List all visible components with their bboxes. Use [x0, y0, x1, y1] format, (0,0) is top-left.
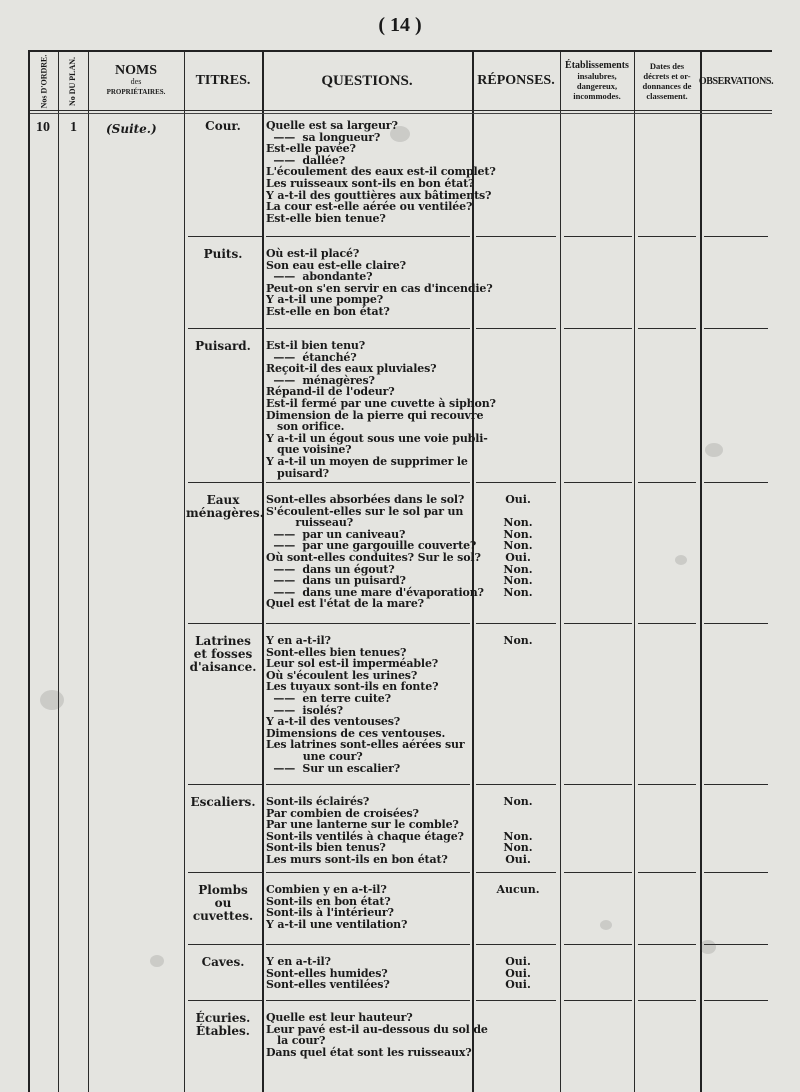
section-rule [564, 623, 632, 624]
question-item: Sont-ils bien tenus? [266, 841, 386, 855]
titre-line: Latrines [195, 634, 251, 648]
section-rule [266, 944, 470, 945]
column-rule [560, 52, 561, 1092]
question-item: Y en a-t-il? [266, 634, 331, 647]
question-item: Est-elle bien tenue? [266, 211, 386, 225]
section-rule [476, 1000, 556, 1001]
section-rule [704, 236, 768, 237]
section-rule [564, 1000, 632, 1001]
section-rule [188, 784, 262, 785]
answer-item [478, 716, 558, 728]
question-item: Dans quel état sont les ruisseaux? [266, 1045, 472, 1059]
question-item: —— par une gargouille couverte? [266, 539, 477, 553]
question-item: puisard? [266, 466, 329, 480]
question-item: Les latrines sont-elles aérées sur [266, 738, 465, 752]
question-item: —— dans une mare d'évaporation? [266, 585, 484, 599]
question-list [266, 956, 474, 991]
question-list [266, 796, 474, 866]
question-item: —— par un caniveau? [266, 527, 406, 541]
header-etablissements: Établissements insalubres, dangereux, incommodes. [565, 60, 629, 101]
question-item: —— abondante? [266, 270, 373, 284]
section-rule [266, 1000, 470, 1001]
section-rule [564, 872, 632, 873]
header-observations: OBSERVATIONS. [698, 75, 774, 87]
section-rule [188, 944, 262, 945]
entry-no-plan: 1 [70, 120, 77, 135]
answer-item: Non. [503, 829, 533, 843]
answer-list [478, 494, 558, 610]
question-item: Leur sol est-il imperméable? [266, 657, 439, 671]
header-no-plan: No DU PLAN. [68, 56, 78, 106]
question-item: Par combien de croisées? [266, 806, 419, 820]
paper-stain [150, 955, 164, 967]
answer-item [478, 763, 558, 775]
question-item: Est-elle pavée? [266, 142, 356, 156]
question-item: —— ménagères? [266, 373, 375, 387]
answer-item: Aucun. [496, 883, 540, 896]
header-no-ordre: Nos D'ORDRE. [39, 54, 49, 108]
question-item: Les tuyaux sont-ils en fonte? [266, 680, 439, 694]
question-item: Les murs sont-ils en bon état? [266, 852, 448, 866]
answer-item: Oui. [505, 966, 531, 980]
section-rule [266, 482, 470, 483]
section-titre [186, 493, 264, 520]
section-rule [704, 482, 768, 483]
answer-item: Non. [503, 516, 533, 530]
titre-line: et fosses [193, 647, 253, 661]
question-item: —— dans un égout? [266, 562, 395, 576]
answer-list [478, 635, 558, 774]
question-item: Par une lanterne sur le comble? [266, 818, 459, 832]
answer-item: Oui. [505, 550, 531, 564]
section-rule [564, 482, 632, 483]
section-rule [638, 236, 696, 237]
question-item: S'écoulent-elles sur le sol par un [266, 504, 464, 518]
paper-stain [600, 920, 612, 930]
section-rule [476, 482, 556, 483]
section-rule [188, 1000, 262, 1001]
section-rule [266, 328, 470, 329]
question-item: Quel est l'état de la mare? [266, 597, 424, 611]
section-rule [188, 482, 262, 483]
section-rule [704, 784, 768, 785]
section-rule [704, 328, 768, 329]
question-item: L'écoulement des eaux est-il complet? [266, 165, 496, 179]
question-item: —— en terre cuite? [266, 691, 391, 705]
question-item: Sont-ils à l'intérieur? [266, 906, 394, 920]
question-item: la cour? [266, 1034, 326, 1048]
section-rule [564, 236, 632, 237]
titre-line: ménagères. [186, 506, 264, 520]
question-list [266, 119, 496, 225]
titre-line: Eaux [206, 493, 240, 507]
header-rule [30, 113, 772, 114]
section-rule [564, 944, 632, 945]
question-item: Reçoit-il des eaux pluviales? [266, 362, 437, 376]
question-item: —— étanché? [266, 350, 357, 364]
entry-nom: (Suite.) [106, 122, 157, 136]
question-item: —— Sur un escalier? [266, 761, 401, 775]
answer-item: Non. [503, 562, 533, 576]
answer-item: Non. [503, 574, 533, 588]
question-item: Sont-ils éclairés? [266, 795, 370, 808]
question-item: Y en a-t-il? [266, 955, 331, 968]
column-rule [700, 52, 702, 1092]
answer-item [478, 919, 558, 931]
question-item: Est-il fermé par une cuvette à siphon? [266, 396, 496, 410]
question-item: Combien y en a-t-il? [266, 883, 387, 896]
question-item: Sont-ils ventilés à chaque étage? [266, 829, 464, 843]
question-item: Sont-elles ventilées? [266, 978, 390, 992]
paper-stain [40, 690, 64, 710]
answer-item: Oui. [505, 978, 531, 992]
answer-item: Non. [503, 585, 533, 599]
question-item: Sont-elles absorbées dans le sol? [266, 493, 465, 506]
titre-line: Caves. [201, 955, 245, 969]
question-item: —— sa longueur? [266, 130, 381, 144]
section-rule [638, 328, 696, 329]
paper-stain [390, 126, 410, 142]
column-rule [88, 52, 89, 1092]
column-rule [58, 52, 59, 1092]
question-list [266, 339, 496, 480]
question-item: Leur pavé est-il au-dessous du sol de [266, 1022, 488, 1036]
section-rule [188, 872, 262, 873]
section-rule [638, 944, 696, 945]
question-item: Y a-t-il une ventilation? [266, 917, 408, 931]
question-list [266, 635, 474, 774]
section-titre [186, 248, 260, 261]
section-titre [186, 956, 260, 969]
header-titres: TITRES. [195, 73, 251, 88]
section-titre [186, 1012, 260, 1038]
question-item: son orifice. [266, 420, 345, 434]
question-item: Dimensions de ces ventouses. [266, 726, 446, 740]
header-noms: NOMS des PROPRIÉTAIRES. [106, 62, 166, 96]
answer-list [478, 956, 558, 991]
question-item: Sont-ils en bon état? [266, 894, 391, 908]
titre-line: Étables. [196, 1024, 250, 1038]
titre-line: Escaliers. [190, 795, 256, 809]
section-rule [704, 1000, 768, 1001]
answer-item: Non. [503, 634, 533, 647]
titre-line: Puisard. [195, 339, 251, 353]
section-rule [564, 784, 632, 785]
column-rule [184, 52, 185, 1092]
question-item: Y a-t-il des gouttières aux bâtiments? [266, 188, 492, 202]
paper-stain [700, 940, 716, 954]
question-item: —— dallée? [266, 153, 345, 167]
answer-item: Oui. [505, 955, 531, 968]
question-item: Où sont-elles conduites? Sur le sol? [266, 550, 481, 564]
titre-line: Plombs [198, 883, 248, 897]
titre-line: Puits. [203, 247, 243, 261]
question-item: Sont-elles bien tenues? [266, 645, 407, 659]
question-item: Y a-t-il une pompe? [266, 293, 383, 307]
question-item: Dimension de la pierre qui recouvre [266, 408, 484, 422]
section-rule [266, 872, 470, 873]
answer-item: Non. [503, 841, 533, 855]
answer-item [478, 598, 558, 610]
inspection-ledger [28, 50, 772, 1092]
question-list [266, 493, 484, 611]
section-rule [188, 236, 262, 237]
answer-item: Non. [503, 795, 533, 808]
column-rule [262, 52, 264, 1092]
answer-item: Non. [503, 539, 533, 553]
answer-item: Oui. [505, 493, 531, 506]
question-item: Sont-elles humides? [266, 966, 388, 980]
section-rule [638, 1000, 696, 1001]
question-item: Répand-il de l'odeur? [266, 385, 395, 399]
section-rule [638, 784, 696, 785]
section-rule [266, 236, 470, 237]
titre-line: Cour. [205, 119, 241, 133]
section-rule [476, 623, 556, 624]
titre-line: d'aisance. [189, 660, 257, 674]
titre-line: ou [214, 896, 232, 910]
header-reponses: RÉPONSES. [477, 73, 555, 88]
question-item: Quelle est sa largeur? [266, 119, 398, 132]
section-rule [476, 944, 556, 945]
header-rule [30, 110, 772, 111]
question-item: Y a-t-il un moyen de supprimer le [266, 454, 468, 468]
titre-line: cuvettes. [192, 909, 254, 923]
header-dates: Dates des décrets et or- donnances de classement. [642, 61, 692, 101]
section-titre [186, 120, 260, 133]
section-rule [638, 872, 696, 873]
section-rule [638, 482, 696, 483]
question-item: —— isolés? [266, 703, 343, 717]
question-item: Y a-t-il des ventouses? [266, 715, 401, 729]
question-list [266, 884, 474, 930]
column-rule [634, 52, 635, 1092]
section-rule [266, 623, 470, 624]
question-item: que voisine? [266, 443, 352, 457]
question-item: ruisseau? [266, 516, 354, 530]
section-rule [476, 784, 556, 785]
question-item: La cour est-elle aérée ou ventilée? [266, 200, 473, 214]
answer-item [478, 693, 558, 705]
answer-item [478, 751, 558, 763]
question-item: —— dans un puisard? [266, 574, 406, 588]
section-rule [704, 623, 768, 624]
question-item: une cour? [266, 749, 363, 763]
page-number: ( 14 ) [378, 14, 422, 36]
question-item: Où s'écoulent les urines? [266, 668, 418, 682]
section-rule [188, 328, 262, 329]
question-item: Peut-on s'en servir en cas d'incendie? [266, 281, 493, 295]
section-rule [704, 872, 768, 873]
answer-item: Oui. [505, 852, 531, 866]
section-rule [266, 784, 470, 785]
answer-list [478, 796, 558, 866]
section-rule [188, 623, 262, 624]
question-list [266, 1011, 488, 1059]
question-item: Quelle est leur hauteur? [266, 1011, 413, 1024]
question-item: Est-elle en bon état? [266, 304, 390, 318]
titre-line: Écuries. [195, 1011, 251, 1025]
paper-stain [675, 555, 687, 565]
answer-item: Non. [503, 527, 533, 541]
answer-list [478, 884, 558, 930]
section-rule [476, 328, 556, 329]
section-rule [476, 872, 556, 873]
question-list [266, 247, 493, 318]
section-titre [186, 635, 260, 674]
entry-no-ordre: 10 [36, 120, 50, 135]
paper-stain [705, 443, 723, 457]
header-questions: QUESTIONS. [321, 72, 413, 89]
section-titre [186, 340, 260, 353]
section-rule [476, 236, 556, 237]
question-item: Y a-t-il un égout sous une voie publi- [266, 431, 488, 445]
question-item: Son eau est-elle claire? [266, 258, 406, 272]
question-item: Les ruisseaux sont-ils en bon état? [266, 176, 475, 190]
question-item: Où est-il placé? [266, 247, 360, 260]
section-titre [186, 796, 260, 809]
section-titre [186, 884, 260, 923]
section-rule [638, 623, 696, 624]
section-rule [564, 328, 632, 329]
question-item: Est-il bien tenu? [266, 339, 366, 352]
